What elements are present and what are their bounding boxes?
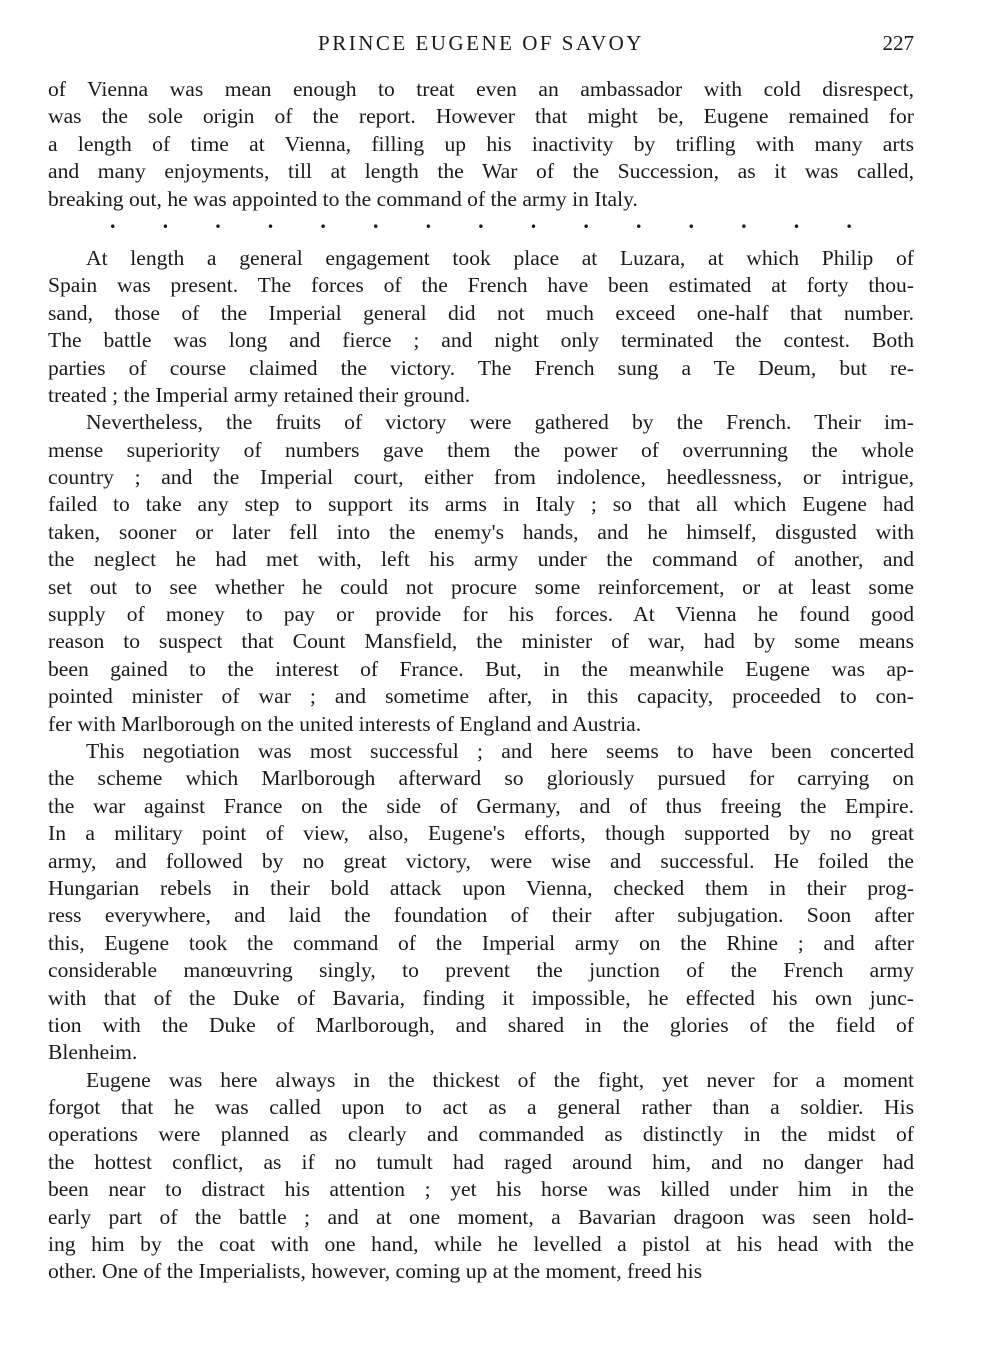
text-line: Spain was present. The forces of the French have been estimated at forty thou- xyxy=(48,273,914,298)
text-line: the hottest conflict, as if no tumult had raged around him, and no danger had xyxy=(48,1149,914,1174)
text-line: other. One of the Imperialists, however, coming up at the moment, freed his xyxy=(48,1259,702,1284)
text-line: breaking out, he was appointed to the command of the army in Italy. xyxy=(48,186,638,211)
page-number: 227 xyxy=(882,31,914,55)
separator-dot: . xyxy=(372,207,379,233)
text-line: sand, those of the Imperial general did not much exceed one-half that number. xyxy=(48,300,914,325)
text-line: considerable manœuvring singly, to prevent the junction of the French army xyxy=(48,958,914,983)
text-line: mense superiority of numbers gave them the power of overrunning the whole xyxy=(48,437,914,462)
text-line: been gained to the interest of France. But, in the meanwhile Eugene was ap- xyxy=(48,656,914,681)
text-line: a length of time at Vienna, filling up his inactivity by trifling with many arts xyxy=(48,131,914,156)
text-line: tion with the Duke of Marlborough, and shared in the glories of the field of xyxy=(48,1012,914,1037)
text-line: set out to see whether he could not procure some reinforcement, or at least some xyxy=(48,574,914,599)
running-head xyxy=(48,28,914,58)
separator-dot: . xyxy=(530,207,537,233)
text-line: In a military point of view, also, Eugene's efforts, though supported by no great xyxy=(48,821,914,846)
separator-dot: . xyxy=(110,207,116,233)
text-line: of Vienna was mean enough to treat even an ambassador with cold disrespect, xyxy=(48,77,914,101)
paragraph xyxy=(48,409,914,738)
text-line: forgot that he was called upon to act as a general rather than a soldier. His xyxy=(48,1095,914,1120)
text-line: supply of money to pay or provide for his forces. At Vienna he found good xyxy=(48,602,914,627)
text-line: fer with Marlborough on the united interests of England and Austria. xyxy=(48,711,642,736)
text-line: this, Eugene took the command of the Imperial army on the Rhine ; and after xyxy=(48,930,914,955)
section-separator-dots xyxy=(48,207,914,243)
separator-dot: . xyxy=(793,207,800,233)
text-line: the neglect he had met with, left his army under the command of another, and xyxy=(48,547,914,572)
text-line: Nevertheless, the fruits of victory were gathered by the French. Their im- xyxy=(86,410,914,435)
text-line: army, and followed by no great victory, were wise and successful. He foiled the xyxy=(48,848,914,873)
text-line: At length a general engagement took place at Luzara, at which Philip of xyxy=(86,245,914,270)
text-line: and many enjoyments, till at length the War of the Succession, as it was called, xyxy=(48,159,914,184)
separator-dot: . xyxy=(846,207,852,233)
separator-dot: . xyxy=(635,207,642,233)
text-line: country ; and the Imperial court, either from indolence, heedlessness, or intrigue, xyxy=(48,465,914,490)
text-line: Hungarian rebels in their bold attack upon Vienna, checked them in their prog- xyxy=(48,875,914,900)
text-line: with that of the Duke of Bavaria, finding it impossible, he effected his own junc- xyxy=(48,985,914,1010)
text-line: taken, sooner or later fell into the enemy's hands, and he himself, disgusted with xyxy=(48,519,914,544)
separator-dot: . xyxy=(215,207,221,233)
text-line: Eugene was here always in the thickest of the fight, yet never for a moment xyxy=(86,1067,914,1092)
body-text xyxy=(48,76,914,1286)
paragraph xyxy=(48,1067,914,1286)
text-line: reason to suspect that Count Mansfield, the minister of war, had by some means xyxy=(48,629,914,654)
text-line: was the sole origin of the report. However that might be, Eugene remained for xyxy=(48,104,914,129)
separator-dot: . xyxy=(425,207,432,233)
text-line: early part of the battle ; and at one moment, a Bavarian dragoon was seen hold- xyxy=(48,1204,914,1229)
separator-dot: . xyxy=(741,207,747,233)
text-line: This negotiation was most successful ; and here seems to have been concerted xyxy=(86,738,914,763)
separator-dot: . xyxy=(688,207,695,233)
text-line: been near to distract his attention ; yet his horse was killed under him in the xyxy=(48,1177,914,1202)
text-line: failed to take any step to support its arms in Italy ; so that all which Eugene had xyxy=(48,492,914,517)
separator-dot: . xyxy=(478,207,484,233)
text-line: ress everywhere, and laid the foundation of their after subjugation. Soon after xyxy=(48,903,914,928)
text-line: parties of course claimed the victory. The French sung a Te Deum, but re- xyxy=(48,355,914,380)
text-line: the scheme which Marlborough afterward so gloriously pursued for carrying on xyxy=(48,766,914,791)
text-line: ing him by the coat with one hand, while he levelled a pistol at his head with the xyxy=(48,1232,914,1257)
paragraph xyxy=(48,738,914,1067)
text-line: treated ; the Imperial army retained their ground. xyxy=(48,382,471,407)
separator-dot: . xyxy=(267,207,274,233)
running-title: PRINCE EUGENE OF SAVOY xyxy=(318,31,644,55)
text-line: operations were planned as clearly and commanded as distinctly in the midst of xyxy=(48,1122,914,1147)
paragraph xyxy=(48,76,914,213)
separator-dot: . xyxy=(583,207,589,233)
text-line: the war against France on the side of Germany, and of thus freeing the Empire. xyxy=(48,793,914,818)
separator-dot: . xyxy=(320,207,326,233)
paragraph xyxy=(48,245,914,409)
separator-dot: . xyxy=(162,207,169,233)
text-line: Blenheim. xyxy=(48,1040,138,1065)
text-line: pointed minister of war ; and sometime after, in this capacity, proceeded to con- xyxy=(48,684,914,709)
text-line: The battle was long and fierce ; and night only terminated the contest. Both xyxy=(48,328,914,353)
